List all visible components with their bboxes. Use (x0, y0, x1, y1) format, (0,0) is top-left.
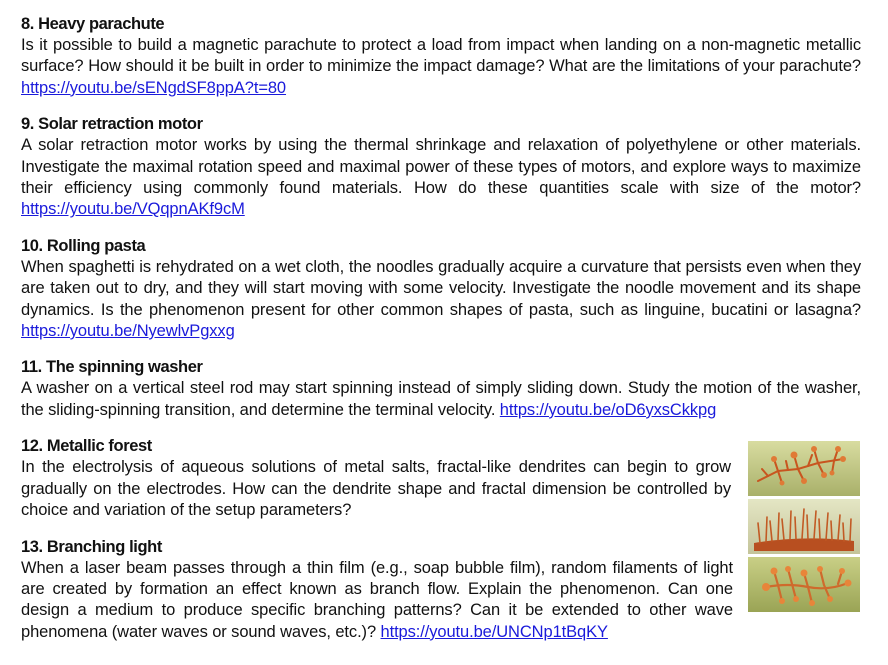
problem-8 (21, 14, 861, 99)
problem-description: When spaghetti is rehydrated on a wet cloth, the noodles gradually acquire a curvature that persists even when they are taken out to dry, and they will start moving with some velocity. Investigate the noodle movement and its shape dynamics. Is the phenomenon present for other common shapes of pasta, such as linguine, bucatini or lasagna? (21, 257, 861, 319)
problem-description: A solar retraction motor works by using the thermal shrinkage and relaxation of polyethylene or other materials. Investigate the maximal rotation speed and maximal power of these types of motors, and explore ways to maximize their efficiency using commonly found materials. How do these quantities scale with size of the motor? (21, 136, 861, 198)
problem-11 (21, 357, 861, 421)
problem-title: 9. Solar retraction motor (21, 115, 203, 134)
problem-description: In the electrolysis of aqueous solutions of metal salts, fractal-like dendrites can begin to grow gradually on the electrodes. How can the dendrite shape and fractal dimension be controlled by choice and variation of the setup parameters? (21, 458, 731, 520)
problem-13 (21, 537, 861, 644)
dendrite-photo-3 (748, 557, 860, 612)
problem-title: 13. Branching light (21, 537, 162, 556)
problem-text (21, 257, 861, 343)
dendrite-photo-1 (748, 441, 860, 496)
problem-text (21, 378, 861, 421)
problem-title: 12. Metallic forest (21, 437, 152, 456)
problem-title: 8. Heavy parachute (21, 15, 165, 33)
problem-text (21, 457, 731, 521)
problem-text (21, 35, 861, 99)
problem-title: 10. Rolling pasta (21, 236, 146, 255)
video-link[interactable]: https://youtu.be/VQqpnAKf9cM (21, 200, 245, 219)
dendrite-photo-2 (748, 499, 860, 554)
problem-list (21, 14, 861, 643)
problem-9 (21, 114, 861, 221)
problem-text (21, 558, 861, 644)
problem-text (21, 135, 861, 221)
video-link[interactable]: https://youtu.be/sENgdSF8ppA?t=80 (21, 78, 287, 97)
problem-12 (21, 436, 861, 521)
video-link[interactable]: https://youtu.be/UNCNp1tBqKY (380, 622, 608, 641)
video-link[interactable]: https://youtu.be/oD6yxsCkkpg (499, 400, 717, 419)
problem-description: When a laser beam passes through a thin film (e.g., soap bubble film), random filaments of light are created by formation an effect known as branch flow. Explain the phenomenon. Can one design a medium to produce specific branching patterns? Can it be extended to other wave phenomena (water waves or sound waves, etc.)? (21, 558, 733, 641)
video-link[interactable]: https://youtu.be/NyewlvPgxxg (21, 322, 235, 341)
dendrite-photos (748, 441, 860, 612)
problem-title: 11. The spinning washer (21, 358, 203, 377)
problem-10 (21, 236, 861, 343)
problem-description: Is it possible to build a magnetic parachute to protect a load from impact when landing on a non-magnetic metallic surface? How should it be built in order to minimize the impact damage? What are the limitations of your parachute? (21, 36, 861, 76)
problem-description: A washer on a vertical steel rod may start spinning instead of simply sliding down. Study the motion of the washer, the sliding-spinning transition, and determine the terminal velocity. (21, 379, 861, 419)
